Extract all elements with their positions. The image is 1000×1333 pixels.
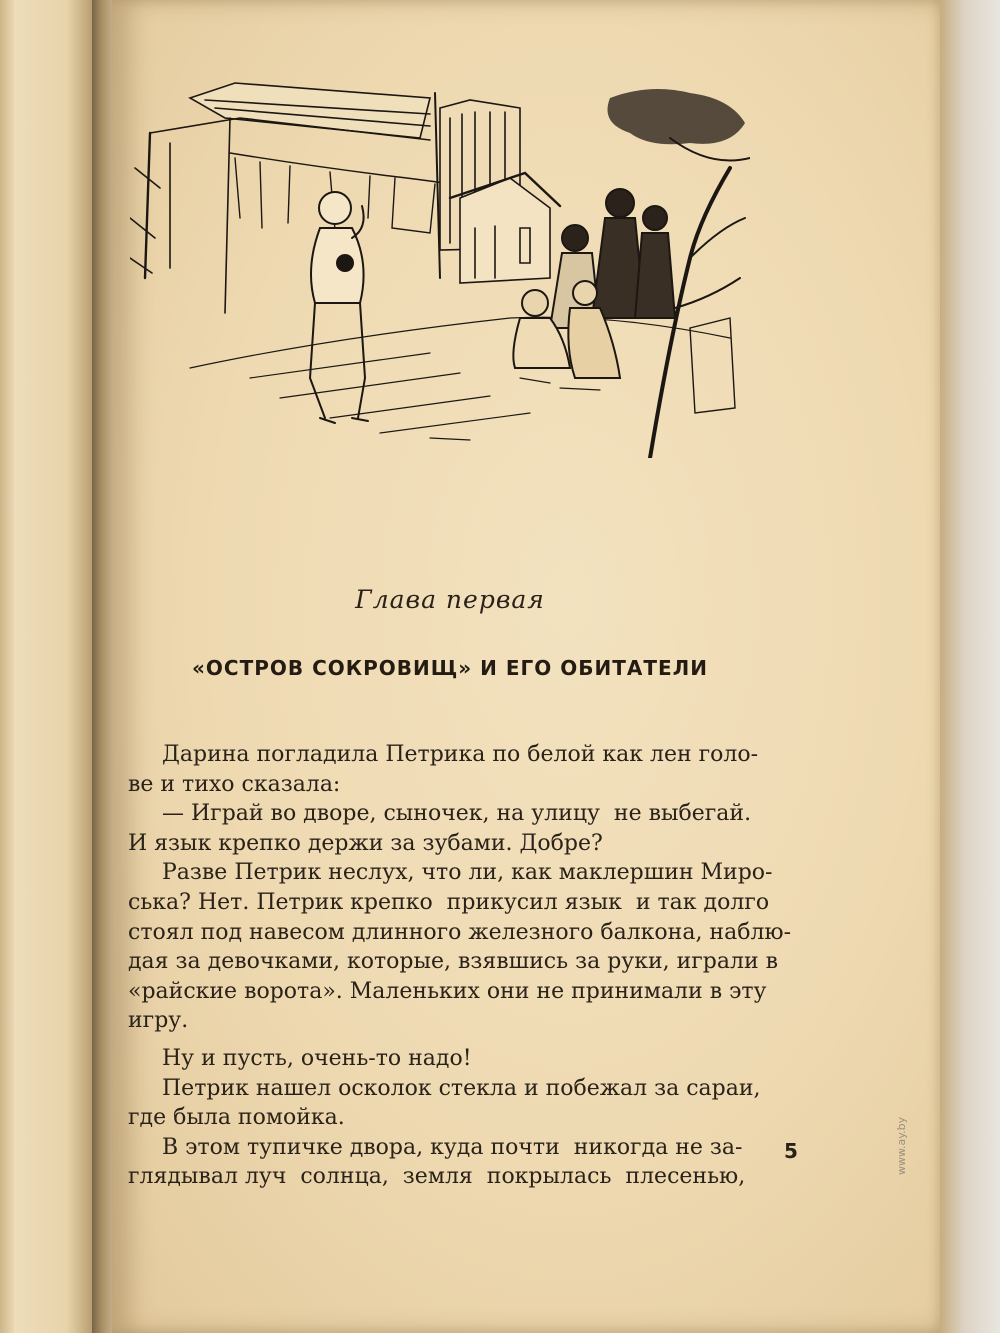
text-line: Разве Петрик неслух, что ли, как маклершин Миро- — [162, 860, 773, 886]
text-line: Ну и пусть, очень-то надо! — [162, 1045, 472, 1071]
ground — [190, 317, 735, 440]
text-line: Дарина погладила Петрика по белой как лен голо- — [162, 742, 759, 767]
boy-standing — [310, 192, 368, 423]
paragraph — [128, 1074, 808, 1133]
paragraph — [128, 740, 808, 799]
text-line: дая за девочками, которые, взявшись за руки, играли в — [128, 949, 779, 975]
left-house — [130, 83, 430, 313]
text-line: глядывал луч солнца, земля покрылась плесенью, — [128, 1164, 746, 1190]
paragraph — [128, 1044, 808, 1074]
paragraph — [128, 1133, 808, 1192]
previous-page — [0, 0, 95, 1333]
text-line: где была помойка. — [128, 1105, 345, 1131]
text-line: ська? Нет. Петрик крепко прикусил язык и так долго — [128, 889, 770, 915]
previous-page-edge — [0, 0, 14, 1333]
paragraph — [128, 858, 808, 1036]
chapter-illustration — [130, 78, 750, 458]
chapter-title: «ОСТРОВ СОКРОВИЩ» И ЕГО ОБИТАТЕЛИ — [191, 656, 708, 680]
text-line: стоял под навесом длинного железного балкона, наблю- — [128, 919, 792, 945]
page-number: 5 — [784, 1139, 798, 1163]
text-line: — Играй во дворе, сыночек, на улицу не выбегай. — [162, 801, 752, 827]
text-line: «райские ворота». Маленьких они не принимали в эту — [128, 978, 767, 1004]
text-line: В этом тупичке двора, куда почти никогда не за- — [162, 1134, 743, 1160]
text-line: ве и тихо сказала: — [128, 771, 341, 797]
text-line: И язык крепко держи за зубами. Добре? — [128, 830, 603, 856]
paragraph — [128, 799, 808, 858]
chapter-number: Глава первая — [355, 585, 545, 614]
chapter-body-text — [128, 740, 808, 1192]
watermark: www.ay.by — [895, 1116, 908, 1175]
text-line: Петрик нашел осколок стекла и побежал за сараи, — [162, 1075, 761, 1101]
page-stack-edge — [940, 0, 1000, 1333]
text-line: игру. — [128, 1008, 189, 1034]
